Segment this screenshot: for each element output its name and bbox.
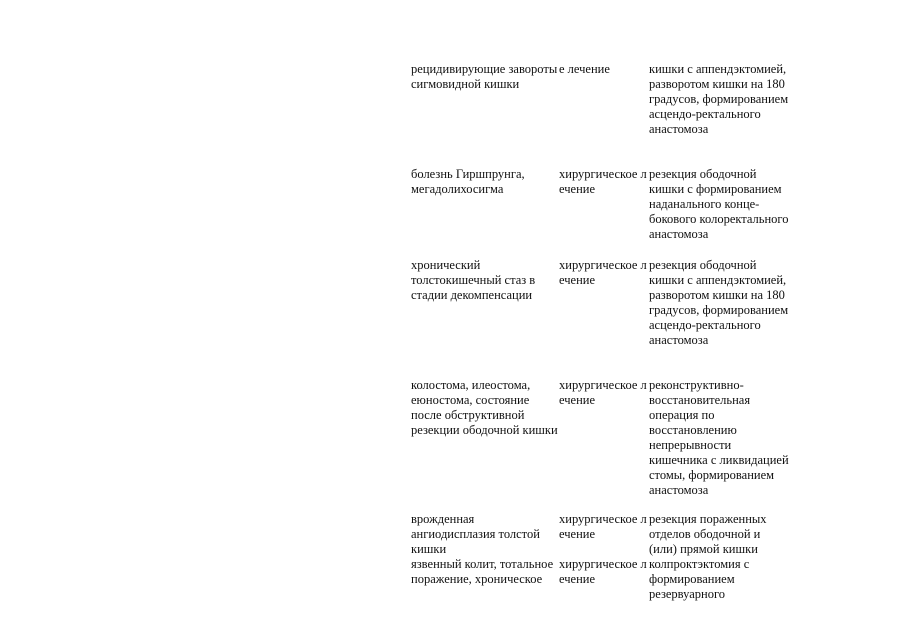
treatment-cell: хирургическое лечение [559, 167, 647, 196]
treatment-cell: хирургическое лечение [559, 512, 647, 541]
method-cell: резекция ободочной кишки с аппендэктомией, разворотом кишки на 180 градусов, формированием асцендо-ректального анастомоза [649, 258, 789, 347]
method-cell: резекция пораженных отделов ободочной и (или) прямой кишки [649, 512, 767, 556]
condition-cell: болезнь Гиршпрунга, мегадолихосигма [411, 167, 525, 196]
condition-cell: врожденная ангиодисплазия толстой кишки [411, 512, 540, 556]
condition-cell: рецидивирующие завороты сигмовидной кишки [411, 62, 558, 91]
table-row [411, 512, 791, 557]
method-cell: кишки с аппендэктомией, разворотом кишки на 180 градусов, формированием асцендо-ректального анастомоза [649, 62, 789, 136]
condition-cell: хронический толстокишечный стаз в стадии декомпенсации [411, 258, 536, 302]
method-cell: резекция ободочной кишки с формированием наданального конце-бокового колоректального анастомоза [649, 167, 789, 241]
table-row [411, 167, 791, 258]
condition-cell: колостома, илеостома, еюностома, состояние после обструктивной резекции ободочной кишки [411, 378, 558, 437]
treatment-cell: е лечение [559, 62, 610, 76]
table-row [411, 378, 791, 512]
condition-cell: язвенный колит, тотальное поражение, хроническое [411, 557, 554, 586]
table-row [411, 258, 791, 378]
medical-procedures-table [411, 62, 791, 602]
table-row [411, 557, 791, 602]
method-cell: реконструктивно-восстановительная операция по восстановлению непрерывности кишечника с ликвидацией стомы, формированием анастомоза [649, 378, 789, 497]
method-cell: колпроктэктомия с формированием резервуарного [649, 557, 750, 601]
treatment-cell: хирургическое лечение [559, 258, 647, 287]
treatment-cell: хирургическое лечение [559, 557, 647, 586]
treatment-cell: хирургическое лечение [559, 378, 647, 407]
table-row [411, 62, 791, 167]
